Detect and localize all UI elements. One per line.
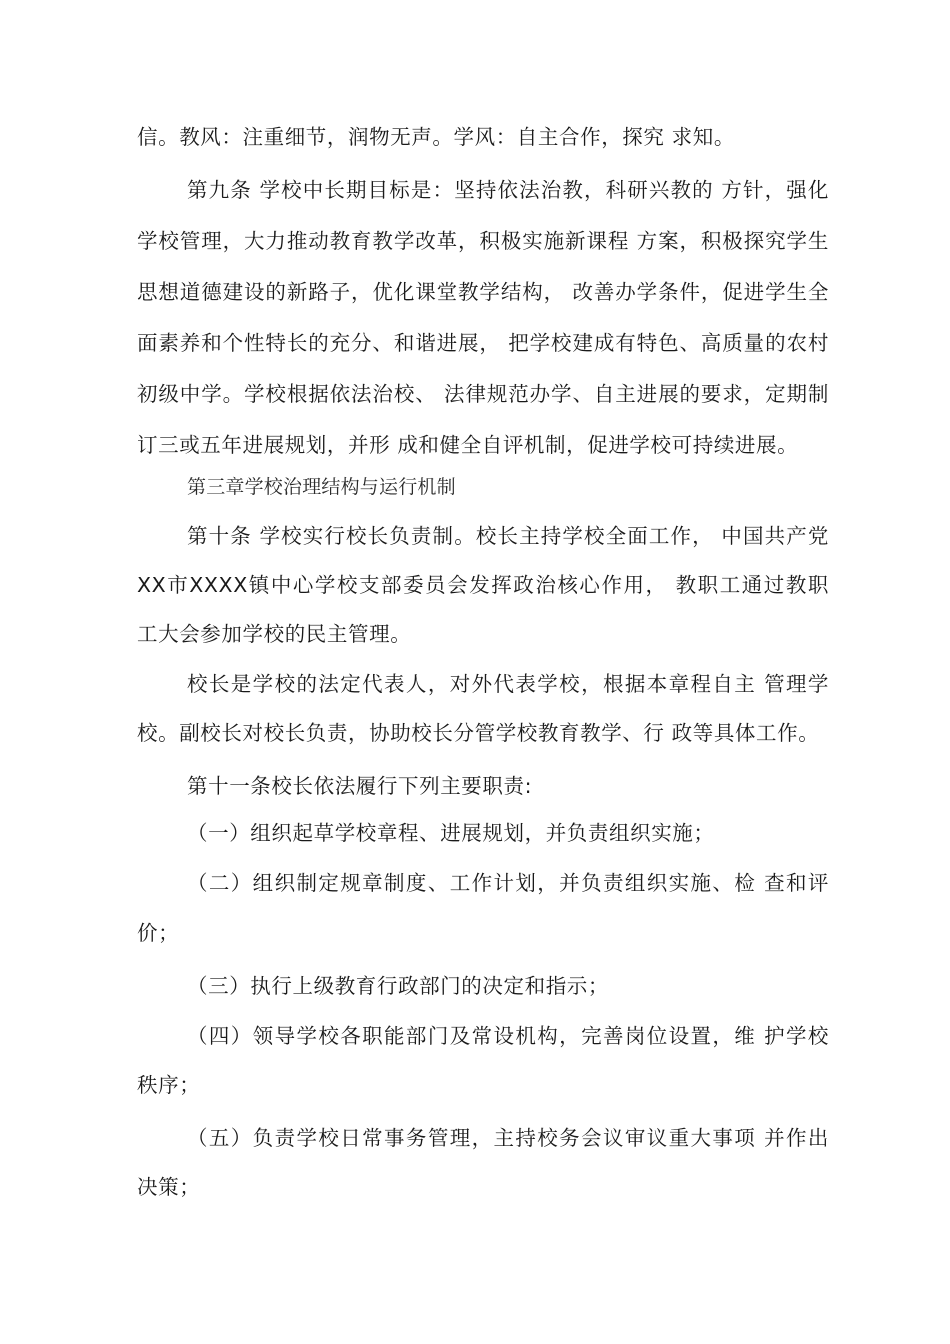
article-9-line-6: 订三或五年进展规划，并形 成和健全自评机制，促进学校可持续进展。	[137, 433, 799, 457]
duty-5-line-2: 决策；	[137, 1175, 201, 1199]
principal-para-line-1: 校长是学校的法定代表人，对外代表学校，根据本章程自主 管理学	[187, 672, 829, 696]
duty-4-line-1: （四）领导学校各职能部门及常设机构，完善岗位设置，维 护学校	[187, 1024, 829, 1048]
principal-para-line-2: 校。副校长对校长负责，协助校长分管学校教育教学、行 政等具体工作。	[137, 721, 820, 745]
duty-2-line-2: 价；	[137, 921, 180, 945]
text-line-1: 信。教风：注重细节，润物无声。学风：自主合作，探究 求知。	[137, 125, 735, 149]
duty-4-line-2: 秩序；	[137, 1073, 201, 1097]
duty-3: （三）执行上级教育行政部门的决定和指示；	[187, 974, 609, 998]
chapter-3-heading: 第三章学校治理结构与运行机制	[187, 476, 456, 498]
article-9-line-5: 初级中学。学校根据依法治校、 法律规范办学、自主进展的要求，定期制	[137, 382, 829, 406]
duty-1: （一）组织起草学校章程、进展规划，并负责组织实施；	[187, 821, 715, 845]
article-9-line-1: 第九条 学校中长期目标是：坚持依法治教，科研兴教的 方针，强化	[187, 178, 829, 202]
article-9-line-3: 思想道德建设的新路子，优化课堂教学结构， 改善办学条件，促进学生全	[137, 280, 829, 304]
article-10-line-2: XX市XXXX镇中心学校支部委员会发挥政治核心作用， 教职工通过教职	[137, 573, 829, 597]
article-10-line-3: 工大会参加学校的民主管理。	[137, 622, 412, 646]
article-9-line-2: 学校管理，大力推动教育教学改革，积极实施新课程 方案，积极探究学生	[137, 229, 829, 253]
article-10-line-1: 第十条 学校实行校长负责制。校长主持学校全面工作， 中国共产党	[187, 524, 829, 548]
article-9-line-4: 面素养和个性特长的充分、和谐进展， 把学校建成有特色、高质量的农村	[137, 331, 829, 355]
duty-5-line-1: （五）负责学校日常事务管理，主持校务会议审议重大事项 并作出	[187, 1126, 829, 1150]
article-11-heading: 第十一条校长依法履行下列主要职责:	[187, 774, 533, 798]
duty-2-line-1: （二）组织制定规章制度、工作计划，并负责组织实施、检 查和评	[187, 871, 829, 895]
